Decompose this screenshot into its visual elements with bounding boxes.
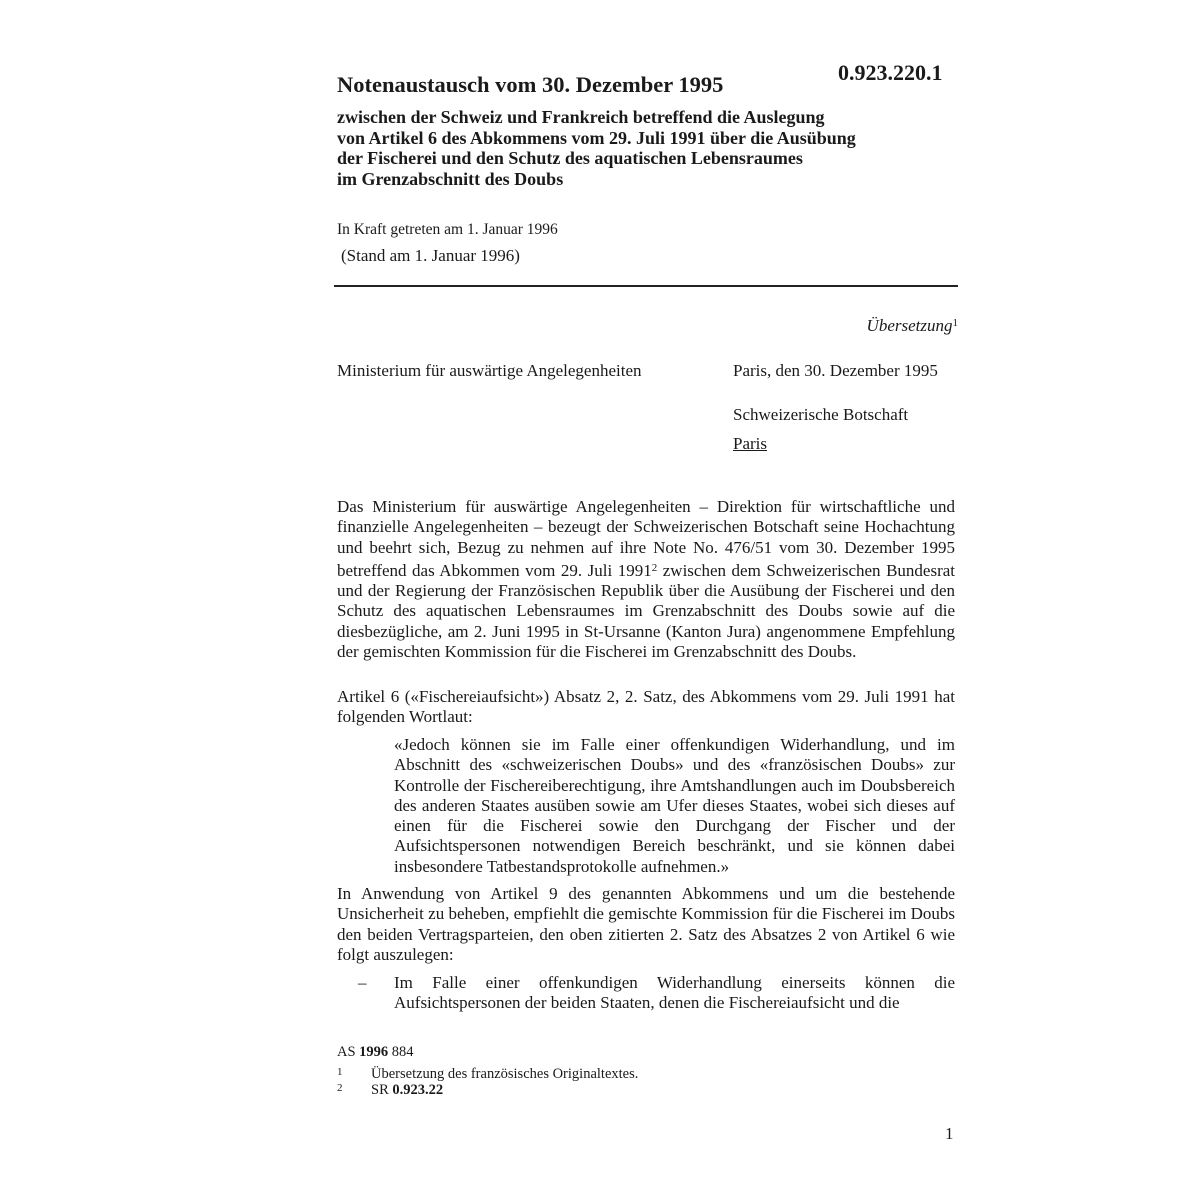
subtitle-line: von Artikel 6 des Abkommens vom 29. Juli 1991 über die Ausübung — [337, 127, 856, 148]
footnote-text: Übersetzung des französisches Originaltextes. — [371, 1066, 639, 1082]
paragraph-text: zwischen dem Schweizerischen Bundesrat und der Regierung der Französischen Republik über die Ausübung der Fischerei und den Schutz des aquatischen Lebensraumes im Grenzabschnitt des Doubs sowie auf die diesbezügliche, am 2. Juni 1995 in St-Ursanne (Kanton Jura) angenommene Empfehlung der gemischten Kommission für die Fischerei im Grenzabschnitt des Doubs. — [337, 560, 955, 662]
as-prefix: AS — [337, 1044, 356, 1060]
subtitle-line: im Grenzabschnitt des Doubs — [337, 168, 564, 189]
subtitle-line: zwischen der Schweiz und Frankreich betreffend die Auslegung — [337, 107, 825, 127]
footnote-ref[interactable]: 2 — [651, 561, 658, 574]
place-date: Paris, den 30. Dezember 1995 — [733, 361, 938, 380]
list-item: Im Falle einer offenkundigen Widerhandlung einerseits können die Aufsichtspersonen der beiden Staaten, denen die Fischereiaufsicht und die — [394, 973, 955, 1013]
footnote-sr-link[interactable]: 0.923.22 — [392, 1082, 444, 1098]
recipient-city: Paris — [733, 434, 767, 453]
list-bullet: – — [358, 973, 367, 992]
document-title: Notenaustausch vom 30. Dezember 1995 — [337, 72, 724, 97]
document-subtitle — [337, 107, 977, 189]
footnote-2 — [337, 1080, 443, 1098]
sender-ministry: Ministerium für auswärtige Angelegenheiten — [337, 361, 642, 380]
as-year: 1996 — [359, 1044, 389, 1060]
as-page: 884 — [391, 1044, 414, 1060]
quoted-article: «Jedoch können sie im Falle einer offenkundigen Widerhandlung, und im Abschnitt des «schweizerischen Doubs» und des «französischen Doubs» zur Kontrolle der Fischereiberechtigung, ihre Amtshandlungen auch im Doubsbereich des anderen Staates ausüben sowie am Ufer dieses Staates, wobei sich dieses auf einen für die Fischerei sowie den Durchgang der Fischer und der Aufsichtspersonen notwendigen Bereich beschränkt, und sie können dabei insbesondere Tatbestandsprotokolle aufnehmen.» — [394, 735, 955, 876]
translation-label: Übersetzung — [866, 316, 953, 335]
footnote-mark: 1 — [337, 1066, 343, 1078]
sr-number: 0.923.220.1 — [838, 60, 943, 85]
footnote-mark: 2 — [337, 1082, 343, 1094]
in-force-date: In Kraft getreten am 1. Januar 1996 — [337, 221, 558, 238]
translation-note — [867, 316, 958, 336]
paragraph-text: Das Ministerium für auswärtige Angelegenheiten – Direktion für wirtschaftliche und finanzielle Angelegenheiten – bezeugt der Schweizerischen Botschaft seine Hochachtung und beehrt sich, Bezug zu nehmen auf ihre Note No. 476/51 vom 30. Dezember 1995 betreffend das Abkommen vom 29. Juli 1991 — [337, 497, 955, 580]
body-paragraph-1 — [337, 497, 955, 662]
status-date: (Stand am 1. Januar 1996) — [341, 246, 520, 265]
footnote-prefix: SR — [371, 1082, 389, 1098]
footnote-ref[interactable]: 1 — [952, 317, 958, 329]
subtitle-line: der Fischerei und den Schutz des aquatischen Lebensraumes — [337, 148, 803, 168]
body-paragraph-3: In Anwendung von Artikel 9 des genannten Abkommens und um die bestehende Unsicherheit zu beheben, empfiehlt die gemischte Kommission für die Fischerei im Doubs den beiden Vertragsparteien, den oben zitierten 2. Satz des Absatzes 2 von Artikel 6 wie folgt auszulegen: — [337, 884, 955, 964]
as-reference — [337, 1044, 414, 1061]
header-divider — [334, 285, 958, 287]
page-number: 1 — [945, 1124, 954, 1143]
body-paragraph-2: Artikel 6 («Fischereiaufsicht») Absatz 2, 2. Satz, des Abkommens vom 29. Juli 1991 hat folgenden Wortlaut: — [337, 687, 955, 727]
recipient: Schweizerische Botschaft — [733, 405, 909, 424]
